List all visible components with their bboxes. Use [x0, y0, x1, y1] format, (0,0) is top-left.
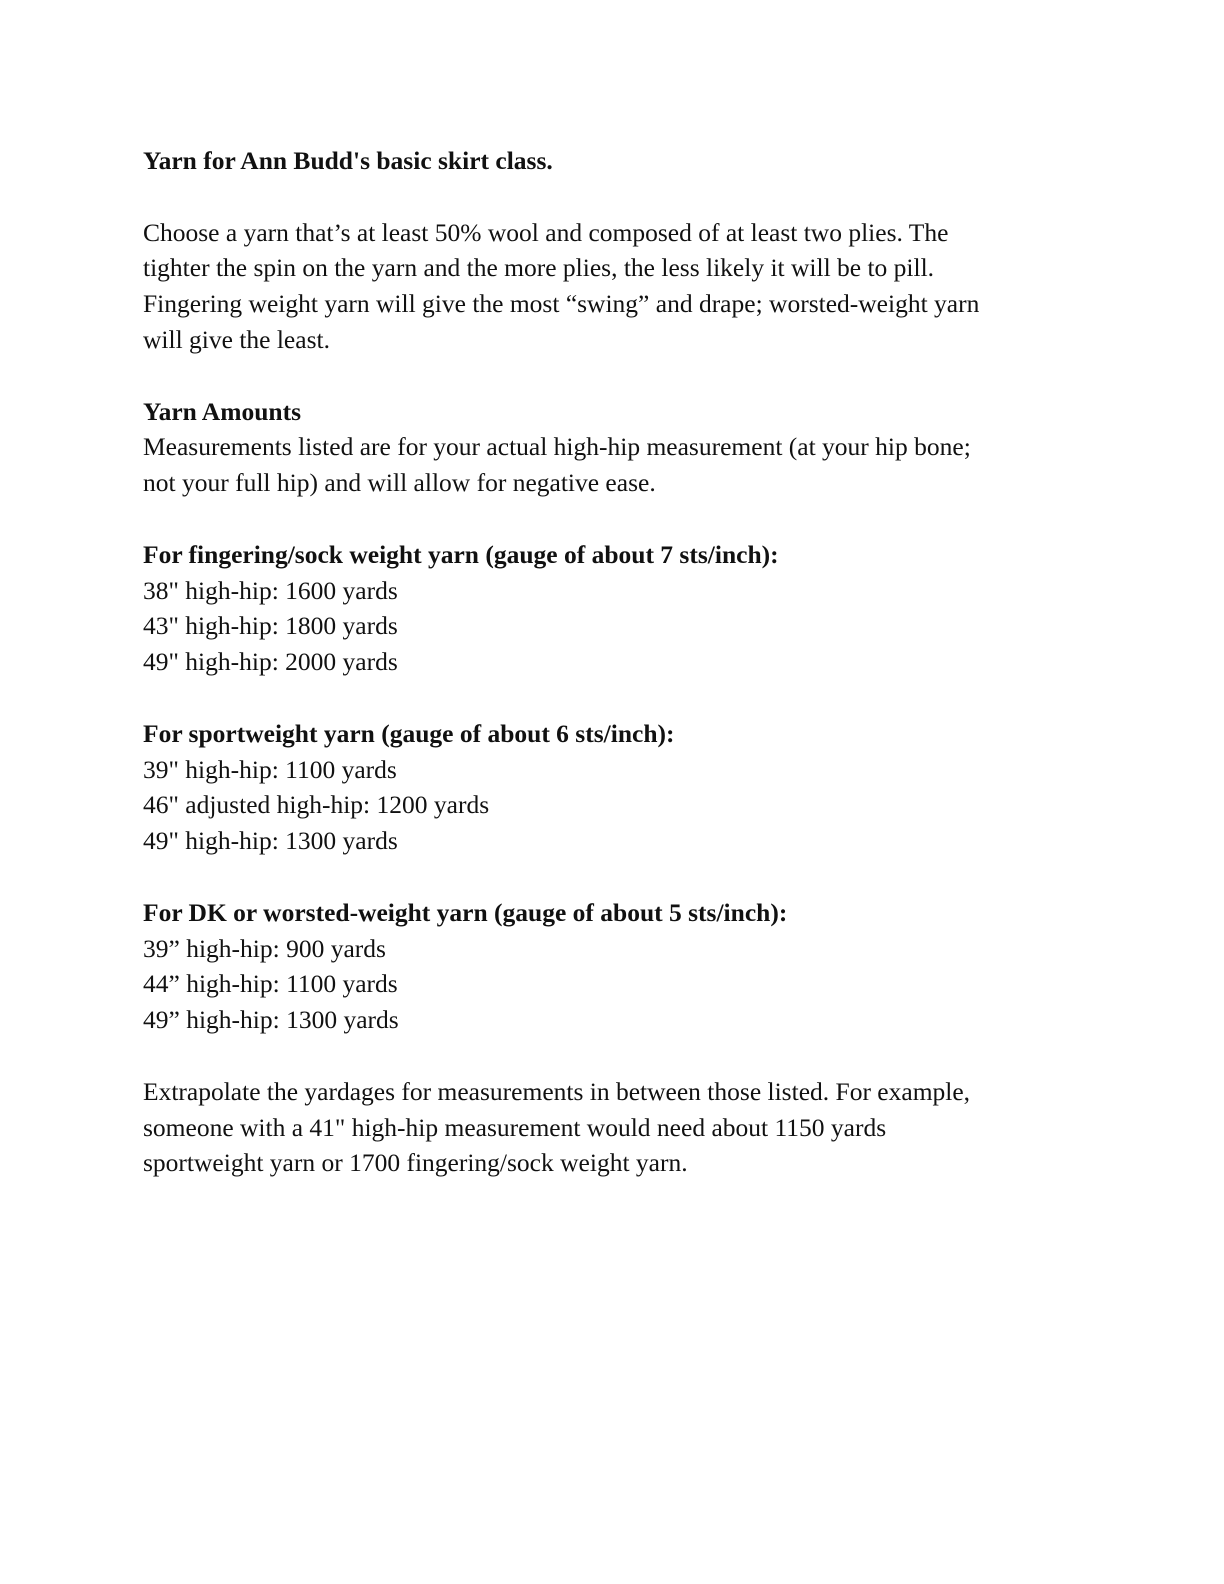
fingering-section	[143, 537, 1073, 680]
intro-paragraph	[143, 215, 1073, 358]
intro-line: will give the least.	[143, 324, 330, 354]
closing-line: sportweight yarn or 1700 fingering/sock weight yarn.	[143, 1148, 688, 1178]
yardage-item: 49” high-hip: 1300 yards	[143, 1005, 399, 1035]
closing-line: Extrapolate the yardages for measurements in between those listed. For example,	[143, 1076, 971, 1106]
yardage-item: 43" high-hip: 1800 yards	[143, 611, 398, 641]
yardage-item: 46" adjusted high-hip: 1200 yards	[143, 790, 490, 820]
yardage-item: 49" high-hip: 2000 yards	[143, 647, 398, 677]
section-heading: Yarn Amounts	[143, 396, 301, 426]
document-title: Yarn for Ann Budd's basic skirt class.	[143, 146, 553, 175]
yardage-item: 49" high-hip: 1300 yards	[143, 826, 398, 856]
intro-line: tighter the spin on the yarn and the more plies, the less likely it will be to pill.	[143, 253, 935, 283]
dk-worsted-section	[143, 895, 1073, 1038]
yardage-item: 39” high-hip: 900 yards	[143, 933, 386, 963]
section-heading: For sportweight yarn (gauge of about 6 sts/inch):	[143, 718, 675, 748]
yardage-item: 38" high-hip: 1600 yards	[143, 575, 398, 605]
section-heading: For DK or worsted-weight yarn (gauge of about 5 sts/inch):	[143, 897, 788, 927]
sportweight-section	[143, 716, 1073, 859]
amounts-line: not your full hip) and will allow for negative ease.	[143, 468, 656, 498]
section-heading: For fingering/sock weight yarn (gauge of about 7 sts/inch):	[143, 539, 779, 569]
intro-line: Choose a yarn that’s at least 50% wool and composed of at least two plies. The	[143, 217, 949, 247]
document-page	[143, 143, 1073, 1217]
intro-line: Fingering weight yarn will give the most “swing” and drape; worsted-weight yarn	[143, 289, 980, 319]
yardage-item: 44” high-hip: 1100 yards	[143, 969, 398, 999]
yarn-amounts-section	[143, 394, 1073, 501]
amounts-line: Measurements listed are for your actual high-hip measurement (at your hip bone;	[143, 432, 971, 462]
closing-line: someone with a 41" high-hip measurement would need about 1150 yards	[143, 1112, 887, 1142]
yardage-item: 39" high-hip: 1100 yards	[143, 754, 397, 784]
closing-paragraph	[143, 1074, 1073, 1181]
